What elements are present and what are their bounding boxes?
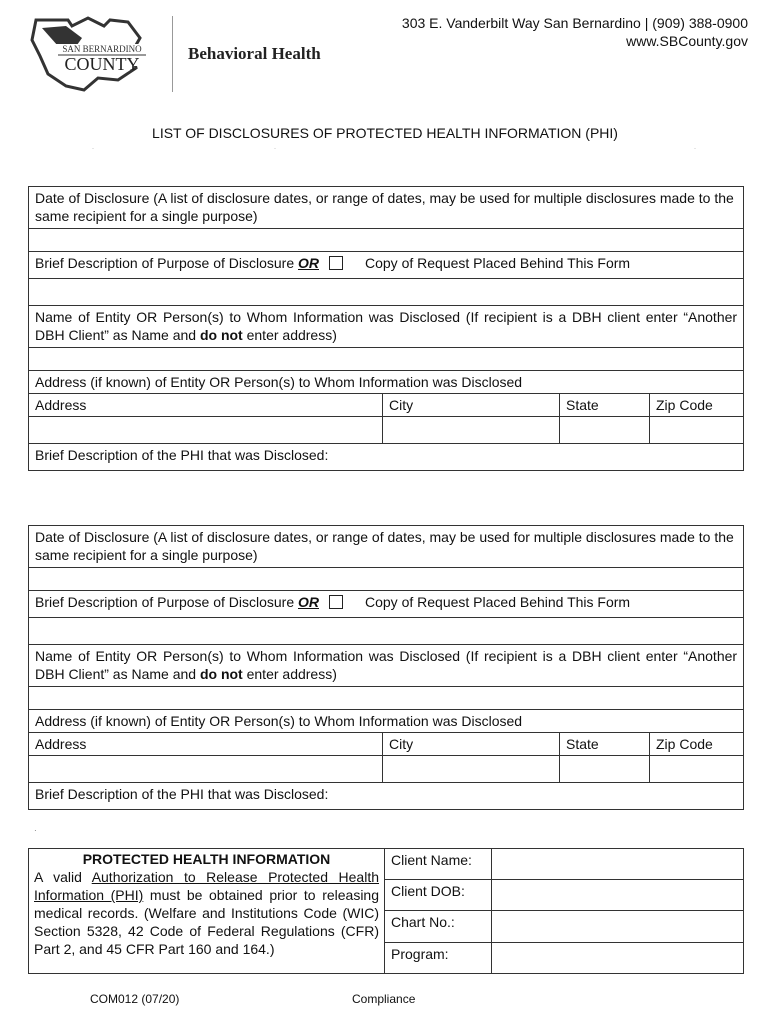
state-field[interactable]: [560, 756, 650, 783]
phi-heading: PROTECTED HEALTH INFORMATION: [82, 851, 331, 867]
disclosure-block-1: [28, 186, 744, 471]
col-state: State: [560, 394, 650, 417]
col-zip: Zip Code: [650, 394, 744, 417]
purpose-label: Brief Description of Purpose of Disclosure: [35, 255, 295, 271]
date-label: Date of Disclosure (A list of disclosure dates, or range of dates, may be used for multiple disclosures made to the same recipient for a single purpose): [29, 187, 744, 229]
recipient-label-tail: enter address): [246, 327, 337, 343]
client-info-table: [385, 849, 743, 973]
logo-text-top: SAN BERNARDINO: [62, 44, 142, 54]
recipient-name-field[interactable]: [29, 687, 744, 710]
client-name-label: Client Name:: [385, 849, 492, 880]
copy-request-checkbox[interactable]: [329, 595, 343, 609]
title-mark: ·: [694, 146, 696, 152]
recipient-label-tail: enter address): [246, 666, 337, 682]
purpose-label: Brief Description of Purpose of Disclosure: [35, 594, 295, 610]
recipient-label-text: Name of Entity OR Person(s) to Whom Information was Disclosed (If recipient is a DBH client enter “Another DBH Client” as Name and: [35, 648, 738, 682]
logo-text-county: COUNTY: [64, 54, 140, 74]
date-label: Date of Disclosure (A list of disclosure dates, or range of dates, may be used for multiple disclosures made to the same recipient for a single purpose): [29, 526, 744, 568]
or-label: OR: [298, 255, 319, 271]
chart-no-field[interactable]: [492, 911, 744, 942]
client-info: [385, 849, 744, 974]
purpose-row: [29, 252, 744, 279]
copy-request-label: Copy of Request Placed Behind This Form: [365, 594, 631, 610]
disclosure-block-2: [28, 525, 744, 810]
or-label: OR: [298, 594, 319, 610]
form-code: COM012 (07/20): [90, 992, 180, 1006]
header-contact: [402, 14, 748, 50]
phi-description-label: Brief Description of the PHI that was Disclosed:: [29, 444, 744, 471]
col-city: City: [383, 394, 560, 417]
col-address: Address: [29, 394, 383, 417]
purpose-row: [29, 591, 744, 618]
recipient-label-emphasis: do not: [199, 666, 243, 682]
website-line: www.SBCounty.gov: [626, 33, 748, 49]
authorization-link[interactable]: Authorization to Release Protected Health Information (PHI): [34, 869, 380, 903]
county-logo: [28, 16, 158, 94]
city-field[interactable]: [383, 417, 560, 444]
program-label: Program:: [385, 942, 492, 973]
phi-description-label: Brief Description of the PHI that was Disclosed:: [29, 783, 744, 810]
zip-field[interactable]: [650, 756, 744, 783]
col-city: City: [383, 733, 560, 756]
address-field[interactable]: [29, 756, 383, 783]
purpose-field[interactable]: [29, 279, 744, 306]
address-heading: Address (if known) of Entity OR Person(s) to Whom Information was Disclosed: [29, 710, 744, 733]
phi-notice-box: [28, 848, 744, 974]
col-state: State: [560, 733, 650, 756]
col-zip: Zip Code: [650, 733, 744, 756]
state-field[interactable]: [560, 417, 650, 444]
client-dob-field[interactable]: [492, 880, 744, 911]
client-dob-label: Client DOB:: [385, 880, 492, 911]
phi-text-pre: A valid: [34, 869, 82, 885]
client-name-field[interactable]: [492, 849, 744, 880]
address-heading: Address (if known) of Entity OR Person(s) to Whom Information was Disclosed: [29, 371, 744, 394]
address-line: 303 E. Vanderbilt Way San Bernardino | (909) 388-0900: [401, 15, 748, 31]
program-field[interactable]: [492, 942, 744, 973]
phi-notice: [29, 849, 385, 974]
title-mark: ·: [274, 146, 276, 152]
date-field[interactable]: [29, 229, 744, 252]
department-name: Behavioral Health: [188, 44, 321, 63]
title-mark: ·: [92, 146, 94, 152]
form-title: LIST OF DISCLOSURES OF PROTECTED HEALTH INFORMATION (PHI): [152, 125, 618, 141]
recipient-name-label: [29, 306, 744, 348]
chart-no-label: Chart No.:: [385, 911, 492, 942]
recipient-name-label: [29, 645, 744, 687]
copy-request-label: Copy of Request Placed Behind This Form: [365, 255, 631, 271]
col-address: Address: [29, 733, 383, 756]
phi-text-post: must be obtained prior to releasing medical records. (Welfare and Institutions Code (WIC) Section 5328, 42 Code of Federal Regulations (CFR) Part 2, and 45 CFR Part 160 and 164.): [34, 887, 380, 957]
city-field[interactable]: [383, 756, 560, 783]
recipient-label-text: Name of Entity OR Person(s) to Whom Information was Disclosed (If recipient is a DBH client enter “Another DBH Client” as Name and: [35, 309, 738, 343]
address-field[interactable]: [29, 417, 383, 444]
recipient-label-emphasis: do not: [199, 327, 243, 343]
stray-mark: ·: [34, 826, 37, 835]
date-field[interactable]: [29, 568, 744, 591]
footer-dept: Compliance: [352, 992, 416, 1006]
zip-field[interactable]: [650, 417, 744, 444]
copy-request-checkbox[interactable]: [329, 256, 343, 270]
purpose-field[interactable]: [29, 618, 744, 645]
recipient-name-field[interactable]: [29, 348, 744, 371]
header-divider: [172, 16, 173, 92]
